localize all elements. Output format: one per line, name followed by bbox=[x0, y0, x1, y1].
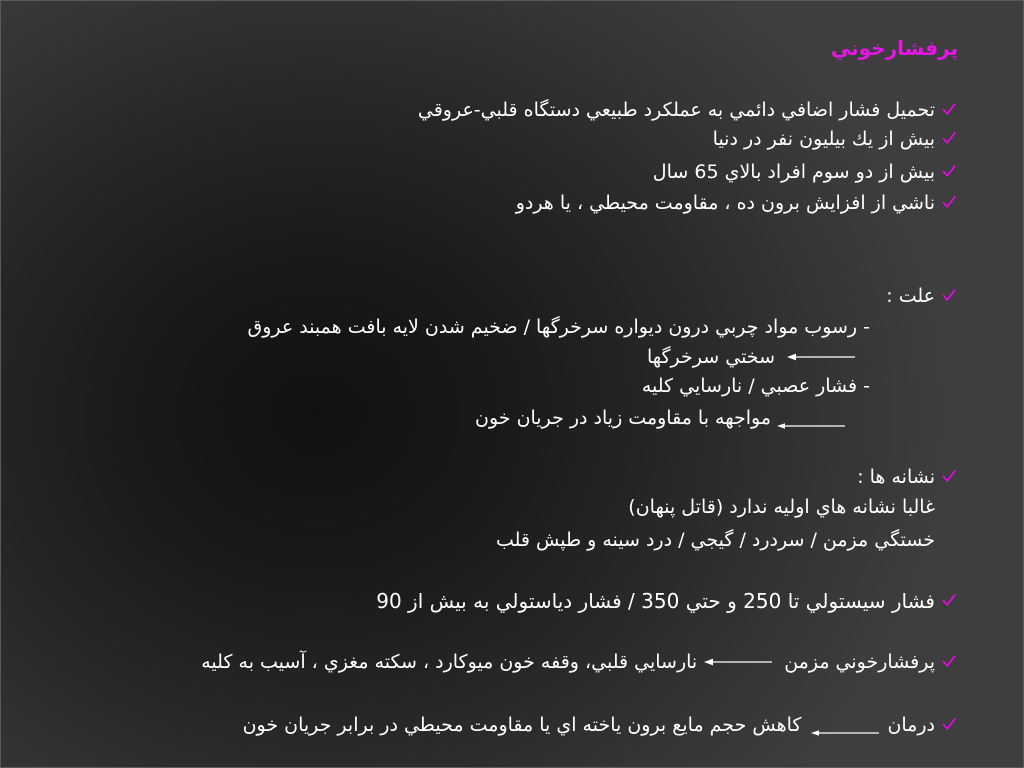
bullet-text: ناشي از افزايش برون ده ، مقاومت محيطي ، يا هردو bbox=[515, 192, 935, 214]
symptoms-heading bbox=[857, 465, 956, 489]
check-icon bbox=[942, 654, 956, 668]
cause-item bbox=[247, 315, 870, 339]
left-arrow-icon bbox=[704, 656, 772, 668]
bullet-item bbox=[653, 160, 956, 184]
causes-heading bbox=[886, 284, 956, 308]
check-icon bbox=[942, 164, 956, 178]
symptom-text: غالبا نشانه هاي اوليه ندارد (قاتل پنهان) bbox=[628, 496, 935, 518]
bullet-item bbox=[713, 127, 956, 151]
symptom-text: خستگي مزمن / سردرد / گيجي / درد سينه و طپش قلب bbox=[495, 529, 935, 551]
cause-item-text: - رسوب مواد چربي درون ديواره سرخرگها / ضخيم شدن لايه بافت همبند عروق bbox=[247, 316, 870, 338]
cause-item bbox=[642, 374, 870, 398]
cause-result-text: مواجهه با مقاومت زياد در جريان خون bbox=[475, 407, 771, 429]
check-icon bbox=[942, 102, 956, 116]
symptom-line bbox=[628, 495, 935, 519]
pressure-item bbox=[376, 589, 956, 613]
bullet-text: بيش از يك بيليون نفر در دنيا bbox=[712, 128, 935, 150]
left-arrow-icon bbox=[811, 723, 879, 737]
check-icon bbox=[942, 131, 956, 145]
complications-item bbox=[201, 650, 956, 674]
cause-item-text: - فشار عصبي / نارسايي كليه bbox=[641, 375, 870, 397]
check-icon bbox=[942, 593, 956, 607]
complications-result: نارسايي قلبي، وقفه خون ميوكارد ، سكته مغزي ، آسيب به كليه bbox=[201, 651, 698, 673]
check-icon bbox=[942, 469, 956, 483]
complications-label: پرفشارخوني مزمن bbox=[784, 651, 935, 673]
check-icon bbox=[942, 195, 956, 209]
left-arrow-icon bbox=[777, 416, 845, 430]
check-icon bbox=[942, 717, 956, 731]
check-icon bbox=[942, 288, 956, 302]
bullet-text: بيش از دو سوم افراد بالاي 65 سال bbox=[652, 161, 935, 183]
cause-result-text: سختي سرخرگها bbox=[646, 346, 775, 368]
treatment-result: كاهش حجم مايع برون ياخته اي يا مقاومت محيطي در برابر جريان خون bbox=[242, 714, 802, 736]
symptom-line bbox=[496, 528, 935, 552]
left-arrow-icon bbox=[787, 351, 855, 363]
treatment-item bbox=[243, 713, 956, 737]
bullet-text: تحميل فشار اضافي دائمي به عملكرد طبيعي دستگاه قلبي-عروقي bbox=[417, 99, 935, 121]
slide-title: پرفشارخوني bbox=[830, 36, 958, 60]
cause-result bbox=[475, 406, 845, 430]
treatment-label: درمان bbox=[887, 714, 935, 736]
pressure-text: فشار سيستولي تا 250 و حتي 350 / فشار دياستولي به بيش از 90 bbox=[376, 589, 935, 613]
bullet-item bbox=[418, 98, 956, 122]
causes-heading-text: علت : bbox=[886, 285, 935, 307]
bullet-item bbox=[516, 191, 956, 215]
cause-result bbox=[647, 345, 855, 369]
symptoms-heading-text: نشانه ها : bbox=[857, 466, 935, 488]
